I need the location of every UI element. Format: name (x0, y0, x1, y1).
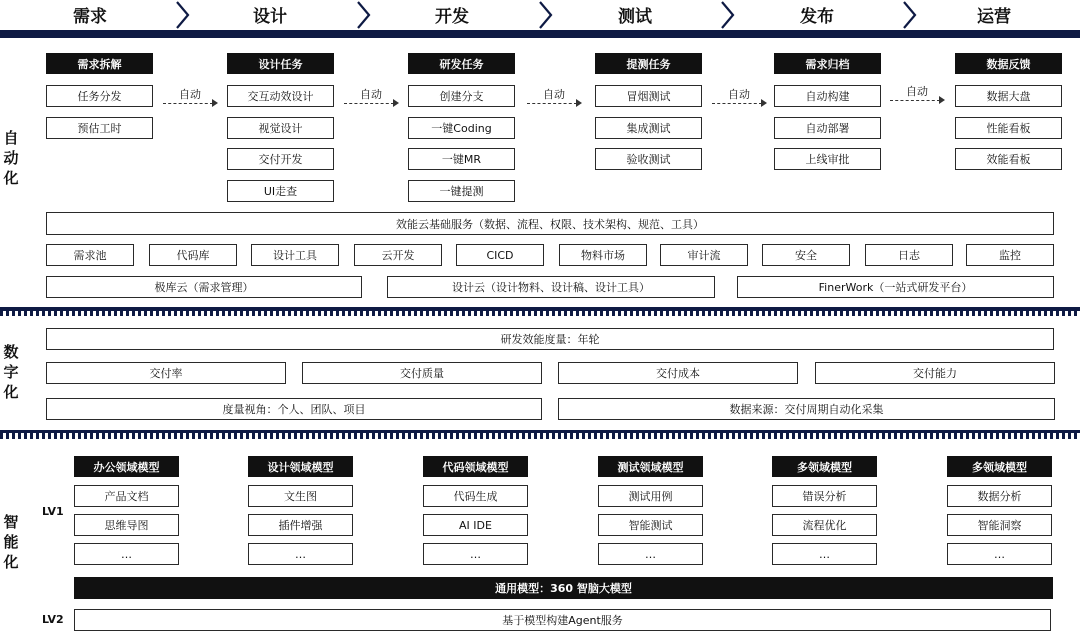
tool-box: 设计工具 (251, 244, 339, 266)
domain-model-header: 设计领域模型 (248, 456, 353, 477)
section-divider (0, 30, 1080, 38)
automation-column-header: 需求拆解 (46, 53, 153, 74)
automation-task-box: 集成测试 (595, 117, 702, 139)
automation-section-label: 自动化 (3, 129, 19, 187)
digital-section-label: 数字化 (3, 343, 19, 401)
domain-model-item: … (598, 543, 703, 565)
base-service-bar: 效能云基础服务（数据、流程、权限、技术架构、规范、工具） (46, 212, 1054, 235)
domain-model-header: 代码领域模型 (423, 456, 528, 477)
tool-box: 安全 (762, 244, 850, 266)
automation-task-box: 一键提测 (408, 180, 515, 202)
domain-model-item: 文生图 (248, 485, 353, 507)
auto-arrow-line (890, 100, 940, 101)
automation-task-box: 任务分发 (46, 85, 153, 107)
automation-task-box: 自动部署 (774, 117, 881, 139)
domain-model-item: 思维导图 (74, 514, 179, 536)
auto-label: 自动 (906, 85, 928, 98)
automation-task-box: 效能看板 (955, 148, 1062, 170)
data-source-box: 数据来源：交付周期自动化采集 (558, 398, 1055, 420)
tool-box: 日志 (865, 244, 953, 266)
domain-model-item: … (423, 543, 528, 565)
automation-column-header: 设计任务 (227, 53, 334, 74)
auto-arrow-head-icon (576, 99, 582, 107)
automation-task-box: 验收测试 (595, 148, 702, 170)
automation-task-box: 数据大盘 (955, 85, 1062, 107)
auto-arrow-line (527, 103, 577, 104)
automation-task-box: 上线审批 (774, 148, 881, 170)
stage-requirement: 需求 (73, 6, 107, 27)
domain-model-header: 多领域模型 (772, 456, 877, 477)
domain-model-item: 插件增强 (248, 514, 353, 536)
domain-model-item: 代码生成 (423, 485, 528, 507)
domain-model-item: 错误分析 (772, 485, 877, 507)
tool-box: 需求池 (46, 244, 134, 266)
automation-task-box: 交付开发 (227, 148, 334, 170)
domain-model-item: 产品文档 (74, 485, 179, 507)
section-divider (0, 433, 1080, 439)
automation-column-header: 需求归档 (774, 53, 881, 74)
domain-model-item: 测试用例 (598, 485, 703, 507)
auto-arrow-head-icon (761, 99, 767, 107)
metric-bar: 研发效能度量：年轮 (46, 328, 1054, 350)
indicator-box: 交付能力 (815, 362, 1055, 384)
automation-task-box: 一键MR (408, 148, 515, 170)
section-divider (0, 311, 1080, 316)
automation-task-box: 视觉设计 (227, 117, 334, 139)
domain-model-item: … (74, 543, 179, 565)
automation-task-box: UI走查 (227, 180, 334, 202)
indicator-box: 交付质量 (302, 362, 542, 384)
automation-task-box: 一键Coding (408, 117, 515, 139)
domain-model-item: AI IDE (423, 514, 528, 536)
automation-task-box: 创建分支 (408, 85, 515, 107)
stage-operation: 运营 (977, 6, 1011, 27)
stage-design: 设计 (253, 6, 287, 27)
tool-box: CICD (456, 244, 544, 266)
stage-release: 发布 (800, 6, 834, 27)
domain-model-header: 测试领域模型 (598, 456, 703, 477)
auto-label: 自动 (728, 88, 750, 101)
domain-model-item: 智能测试 (598, 514, 703, 536)
tool-box: 物料市场 (559, 244, 647, 266)
domain-model-item: 数据分析 (947, 485, 1052, 507)
tool-box: 审计流 (660, 244, 748, 266)
domain-model-item: … (772, 543, 877, 565)
auto-arrow-head-icon (393, 99, 399, 107)
domain-model-item: 流程优化 (772, 514, 877, 536)
auto-arrow-head-icon (939, 96, 945, 104)
cloud-box: 设计云（设计物料、设计稿、设计工具） (387, 276, 715, 298)
automation-column-header: 数据反馈 (955, 53, 1062, 74)
automation-task-box: 交互动效设计 (227, 85, 334, 107)
auto-label: 自动 (360, 88, 382, 101)
auto-arrow-head-icon (212, 99, 218, 107)
agent-service-bar: 基于模型构建Agent服务 (74, 609, 1051, 631)
domain-model-header: 多领域模型 (947, 456, 1052, 477)
indicator-box: 交付率 (46, 362, 286, 384)
stage-development: 开发 (435, 6, 469, 27)
automation-task-box: 冒烟测试 (595, 85, 702, 107)
domain-model-item: … (947, 543, 1052, 565)
auto-arrow-line (712, 103, 762, 104)
automation-task-box: 性能看板 (955, 117, 1062, 139)
automation-task-box: 自动构建 (774, 85, 881, 107)
cloud-box: 极库云（需求管理） (46, 276, 362, 298)
general-model-bar: 通用模型：360 智脑大模型 (74, 577, 1053, 599)
automation-column-header: 研发任务 (408, 53, 515, 74)
auto-arrow-line (344, 103, 394, 104)
tool-box: 云开发 (354, 244, 442, 266)
auto-label: 自动 (179, 88, 201, 101)
stage-testing: 测试 (618, 6, 652, 27)
automation-column-header: 提测任务 (595, 53, 702, 74)
tool-box: 代码库 (149, 244, 237, 266)
auto-label: 自动 (543, 88, 565, 101)
auto-arrow-line (163, 103, 213, 104)
tool-box: 监控 (966, 244, 1054, 266)
domain-model-item: 智能洞察 (947, 514, 1052, 536)
cloud-box: FinerWork（一站式研发平台） (737, 276, 1054, 298)
domain-model-header: 办公领域模型 (74, 456, 179, 477)
level-1-label: LV1 (42, 505, 64, 518)
perspective-box: 度量视角：个人、团队、项目 (46, 398, 542, 420)
automation-task-box: 预估工时 (46, 117, 153, 139)
domain-model-item: … (248, 543, 353, 565)
indicator-box: 交付成本 (558, 362, 798, 384)
level-2-label: LV2 (42, 613, 64, 626)
intelligent-section-label: 智能化 (3, 513, 19, 571)
